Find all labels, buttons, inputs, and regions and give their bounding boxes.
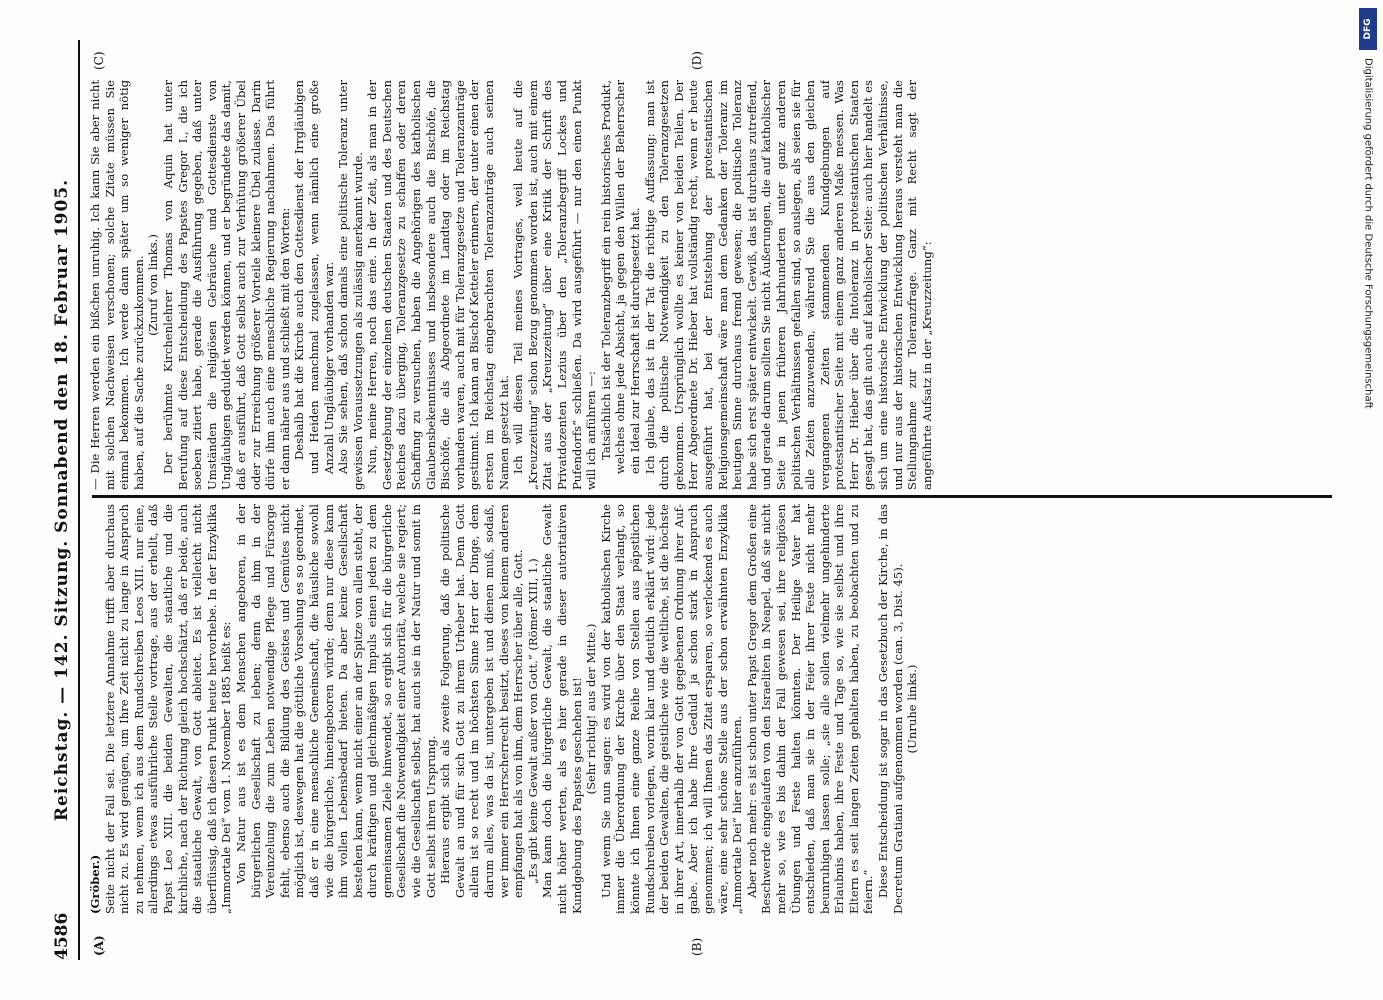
paragraph: Aber noch mehr: es ist schon unter Papst Gregor dem Großen eine Beschwerde eingelaufen von den Israeliten in Neapel, daß sie nicht mehr so, wie es bis dahin der Fall gewesen sei, ihre religiösen Übungen und Feste halten könnten. Der Heilige Vater hat entschieden, daß man sie in der Feier ihrer Feste nicht mehr beunruhigen lassen solle; „sie alle sollen vielmehr ungehinderte Erlaubnis haben, ihre Feste und Tage so, wie sie selbst und ihre Eltern es seit langen Zeiten gehalten haben, zu beobachten und zu feiern.“ xyxy=(744,504,876,914)
page-number: 4586 xyxy=(52,912,72,960)
interjection: (Zuruf von links.) xyxy=(146,234,161,336)
margin-letter-a: (A) xyxy=(92,935,106,956)
paragraph: Nun, meine Herren, noch das eine. In der Zeit, als man in der Gesetzgebung der einzelnen deutschen Staaten und des Deutschen Reiches dazu überging, Toleranzgesetze zu schaffen oder deren Schaffung zu versuchen, haben die Angehörigen des katholischen Glaubensbekenntnisses und insbesondere auch die Bischöfe, die Bischöfe, die als Abgeordnete im Landtag oder im Reichstag vorhanden waren, auch mit für Toleranzgesetze und Toleranzanträge gestimmt. Ich kann an Bischof Ketteler erinnern, der unter einen der ersten im Reichstag eingebrachten Toleranzanträge auch seinen Namen gesetzt hat. xyxy=(365,80,511,490)
margin-letter-d: (D) xyxy=(690,51,704,70)
paragraph: Der berühmte Kirchenlehrer Thomas von Aquin hat unter Berufung auf diese Entscheidung des Papstes Gregor I., die ich soeben zitiert habe, gerade die Ausführung gegeben, daß unter Umständen die religiösen Gebräuche und Gottesdienste von Ungläubigen geduldet werden können, und er begründete das damit, daß er ausführt, daß Gott selbst auch zur Verhütung größerer Übel oder zur Erreichung größerer Vorteile kleinere Übel zulasse. Darin dürfe ihm auch eine menschliche Regierung nachahmen. Das führt er dann näher aus und schließt mit den Worten: xyxy=(160,80,292,490)
margin-letter-b: (B) xyxy=(690,937,704,956)
margin-letter-c: (C) xyxy=(92,51,106,70)
quotation: Deshalb hat die Kirche auch den Gottesdienst der Irrgläubigen und Heiden manchmal zugelassen, wenn nämlich eine große Anzahl Ungläubiger vorhanden war. xyxy=(292,80,336,474)
column-divider xyxy=(92,495,1332,498)
paragraph: Also Sie sehen, daß schon damals eine politische Toleranz unter gewissen Voraussetzungen als zulässig anerkannt wurde. xyxy=(336,80,365,490)
paragraph: — Die Herren werden ein bißchen unruhig. Ich kann Sie aber nicht mit solchen Nachweisen verschonen; solche Zitate müssen Sie einmal bekommen. Ich werde dann später um so weniger nötig haben, auf die Sache zurückzukommen. xyxy=(88,80,146,490)
left-column xyxy=(88,504,1338,914)
quotation: Hieraus ergibt sich als zweite Folgerung, daß die politische Gewalt an und für sich Gott zu ihrem Urheber hat. Denn Gott allein ist so recht und im höchsten Sinne Herr der Dinge, dem darum alles, was da ist, untergeben ist und dienen muß, sodaß, wer immer ein Herrscherrecht besitzt, dieses von keinem anderen empfangen hat als von ihm, dem Herrscher über alle, Gott. xyxy=(438,504,526,898)
paragraph: Ich glaube, das ist in der Tat die richtige Auffassung: man ist durch die politische Notwendigkeit zu den Toleranzgesetzen gekommen. Ursprünglich wollte es keiner von beiden Teilen. Der Herr Abgeordnete Dr. Hieber hat vollständig recht, wenn er heute ausgeführt hat, bei der Entstehung der protestantischen Religionsgemeinschaft wäre man dem Gedanken der Toleranz im heutigen Sinne durchaus fremd gewesen; die politische Toleranz habe sich erst später entwickelt. Gewiß, das ist durchaus zutreffend, und gerade darum sollten Sie nicht Äußerungen, die auf katholischer Seite in jenen früheren Jahrhunderten unter ganz anderen politischen Verhältnissen gefallen sind, so auslegen, als seien sie für alle Zeiten anzuwenden, während Sie die aus den gleichen vergangenen Zeiten stammenden Kundgebungen auf protestantischer Seite mit einem ganz anderen Maße messen. Was Herr Dr. Hieber über die Intoleranz in protestantischen Staaten gesagt hat, das gilt auch auf katholischer Seite: auch hier handelt es sich um eine historische Entwicklung der politischen Verhältnisse, und nur aus der historischen Entwicklung heraus versteht man die Stellungnahme zur Toleranzfrage. Ganz mit Recht sagt der angeführte Aufsatz in der „Kreuzzeitung“: xyxy=(642,80,934,490)
paragraph: Man kann doch die bürgerliche Gewalt, die staatliche Gewalt nicht höher werten, als es hier gerade in dieser autoritativen Kundgebung des Papstes geschehen ist! xyxy=(540,504,584,914)
right-column xyxy=(88,80,1338,490)
paragraph: Ich will diesen Teil meines Vortrages, weil heute auf die „Kreuzzeitung“ schon Bezug genommen worden ist, auch mit einem Zitat aus der „Kreuzzeitung“ über eine Kritik der Schrift des Privatdozenten Lezius über den „Toleranzbegriff Lockes und Pufendorfs“ schließen. Da wird ausgeführt — nur den einen Punkt will ich anführen —: xyxy=(511,80,599,490)
paragraph: Und wenn Sie nun sagen: es wird von der katholischen Kirche immer die Überordnung der Kirche über den Staat verlangt, so könnte ich Ihnen eine ganze Reihe von Stellen aus päpstlichen Rundschreiben vorlegen, worin klar und deutlich erklärt wird: jede der beiden Gewalten, die geistliche wie die weltliche, ist die höchste in ihrer Art, innerhalb der von Gott gegebenen Ordnung ihrer Aufgabe. Aber ich habe Ihre Geduld ja schon stark in Anspruch genommen; ich will Ihnen das Zitat ersparen, so verlockend es auch wäre, eine sehr schöne Stelle aus der schon erwähnten Enzyklika „Immortale Dei“ hier anzuführen. xyxy=(598,504,745,914)
quotation: Von Natur aus ist es dem Menschen angeboren, in der bürgerlichen Gesellschaft zu leben; denn da ihm in der Vereinzelung die zum Leben notwendige Pflege und Fürsorge fehlt, ebenso auch die Bildung des Geistes und Gemütes nicht möglich ist, deswegen hat die göttliche Vorsehung es so geordnet, daß er in eine menschliche Gemeinschaft, die häusliche sowohl wie die bürgerliche, hineingeboren würde; denn nur diese kann ihm vollen Lebensbedarf bieten. Da aber keine Gesellschaft bestehen kann, wenn nicht einer an der Spitze von allen steht, der durch kräftigen und gleichmäßigen Impuls einen jeden zu dem gemeinsamen Ziele hinwendet, so ergibt sich für die bürgerliche Gesellschaft die Notwendigkeit einer Autorität, welche sie regiert; wie die Gesellschaft selbst, hat auch sie in der Natur und somit in Gott selbst ihren Ursprung. xyxy=(233,504,438,898)
dfg-logo: DFG xyxy=(1359,8,1377,50)
speaker-name: (Gröber.) xyxy=(88,854,102,914)
quotation: Tatsächlich ist der Toleranzbegriff ein rein historisches Produkt, welches ohne jede Absicht, ja gegen den Willen der Beherrscher ein Ideal zur Herrschaft ist durchgesetzt hat. xyxy=(598,80,642,474)
page-header xyxy=(48,40,80,960)
paragraph: Seite nicht der Fall sei. Die letztere Annahme trifft aber durchaus nicht zu. Es wird genügen, um Ihre Zeit nicht zu lange in Anspruch zu nehmen, wenn ich aus dem Rundschreiben Leos XIII. nur eine, allerdings etwas ausführliche Stelle vortrage, aus der erhellt, daß Papst Leo XIII. die beiden Gewalten, die staatliche und die kirchliche, nach der Richtung gleich hochschätzt, daß er beide, auch die staatliche Gewalt, von Gott ableitet. Es ist vielleicht nicht überflüssig, daß ich diesen Punkt heute hervorhebe. In der Enzyklika „Immortale Dei“ vom 1. November 1885 heißt es: xyxy=(102,504,234,914)
interjection: (Sehr richtig! aus der Mitte.) xyxy=(584,623,599,795)
paragraph: Diese Entscheidung ist sogar in das Gesetzbuch der Kirche, in das Decretum Gratiani aufgenommen worden (can. 3, Dist. 45). xyxy=(876,504,905,914)
digitization-note: Digitalisierung gefördert durch die Deutsche Forschungsgemeinschaft xyxy=(1362,58,1374,409)
page-title: Reichstag. — 142. Sitzung. Sonnabend den 18. Februar 1905. xyxy=(52,178,72,822)
digitization-sidebar xyxy=(1357,4,1379,996)
interjection: (Unruhe links.) xyxy=(905,664,920,754)
quotation: „Es gibt keine Gewalt außer von Gott.“ (Römer XIII, 1.) xyxy=(525,558,540,884)
